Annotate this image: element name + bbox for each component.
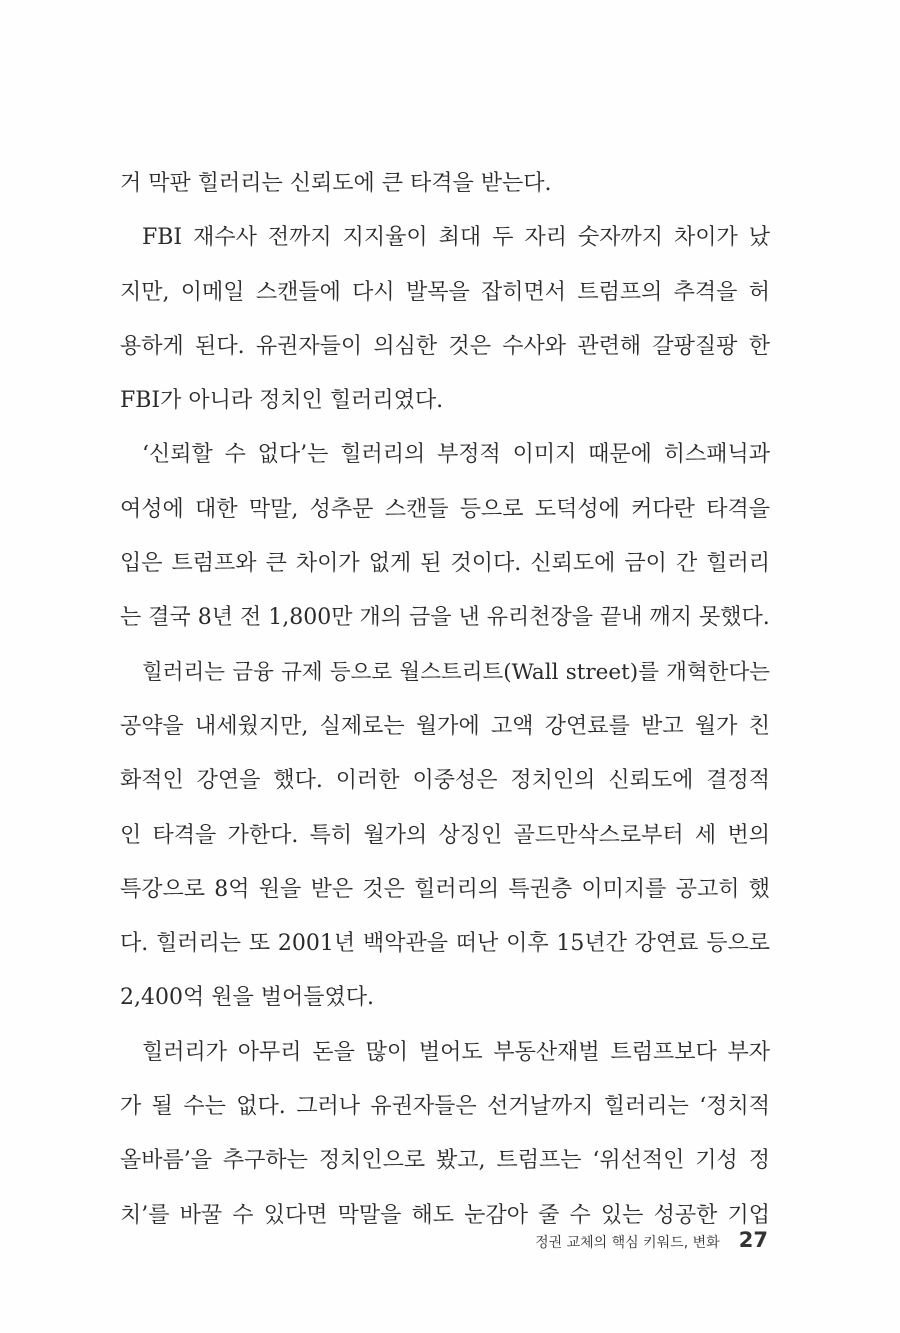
text-line: 올바름’을 추구하는 정치인으로 봤고, 트럼프는 ‘위선적인 기성 정 — [120, 1148, 770, 1174]
text-line: 가 될 수는 없다. 그러나 유권자들은 선거날까지 힐러리는 ‘정치적 — [120, 1094, 770, 1120]
running-title: 정권 교체의 핵심 키워드, 변화 — [535, 1235, 720, 1251]
text-line: FBI가 아니라 정치인 힐러리였다. — [120, 388, 444, 414]
page-number: 27 — [738, 1228, 768, 1252]
text-line: 지만, 이메일 스캔들에 다시 발목을 잡히면서 트럼프의 추격을 허 — [120, 279, 770, 305]
text-line: 공약을 내세웠지만, 실제로는 월가에 고액 강연료를 받고 월가 친 — [120, 713, 770, 739]
text-line: 다. 힐러리는 또 2001년 백악관을 떠난 이후 15년간 강연료 등으로 — [120, 931, 770, 957]
text-line: 치’를 바꿀 수 있다면 막말을 해도 눈감아 줄 수 있는 성공한 기업 — [120, 1202, 770, 1228]
text-line: 인 타격을 가한다. 특히 월가의 상징인 골드만삭스로부터 세 번의 — [120, 822, 770, 848]
page-footer — [535, 1222, 768, 1258]
text-line: 2,400억 원을 벌어들였다. — [120, 985, 374, 1011]
text-line: 거 막판 힐러리는 신뢰도에 큰 타격을 받는다. — [120, 171, 552, 196]
text-line: 용하게 된다. 유권자들이 의심한 것은 수사와 관련해 갈팡질팡 한 — [120, 333, 770, 359]
text-line: 힐러리는 금융 규제 등으로 월스트리트(Wall street)를 개혁한다는 — [142, 659, 770, 685]
text-line: 특강으로 8억 원을 받은 것은 힐러리의 특권층 이미지를 공고히 했 — [120, 876, 770, 902]
text-line: 힐러리가 아무리 돈을 많이 벌어도 부동산재벌 트럼프보다 부자 — [142, 1039, 770, 1065]
text-line: 여성에 대한 막말, 성추문 스캔들 등으로 도덕성에 커다란 타격을 — [120, 496, 770, 522]
body-text — [120, 157, 770, 1243]
text-line: FBI 재수사 전까지 지지율이 최대 두 자리 숫자까지 차이가 났 — [142, 225, 770, 251]
text-line: 입은 트럼프와 큰 차이가 없게 된 것이다. 신뢰도에 금이 간 힐러리 — [120, 551, 770, 577]
text-line: 화적인 강연을 했다. 이러한 이중성은 정치인의 신뢰도에 결정적 — [120, 768, 770, 794]
text-line: ‘신뢰할 수 없다’는 힐러리의 부정적 이미지 때문에 히스패닉과 — [142, 442, 770, 468]
text-line: 는 결국 8년 전 1,800만 개의 금을 낸 유리천장을 끝내 깨지 못했다. — [120, 605, 770, 631]
